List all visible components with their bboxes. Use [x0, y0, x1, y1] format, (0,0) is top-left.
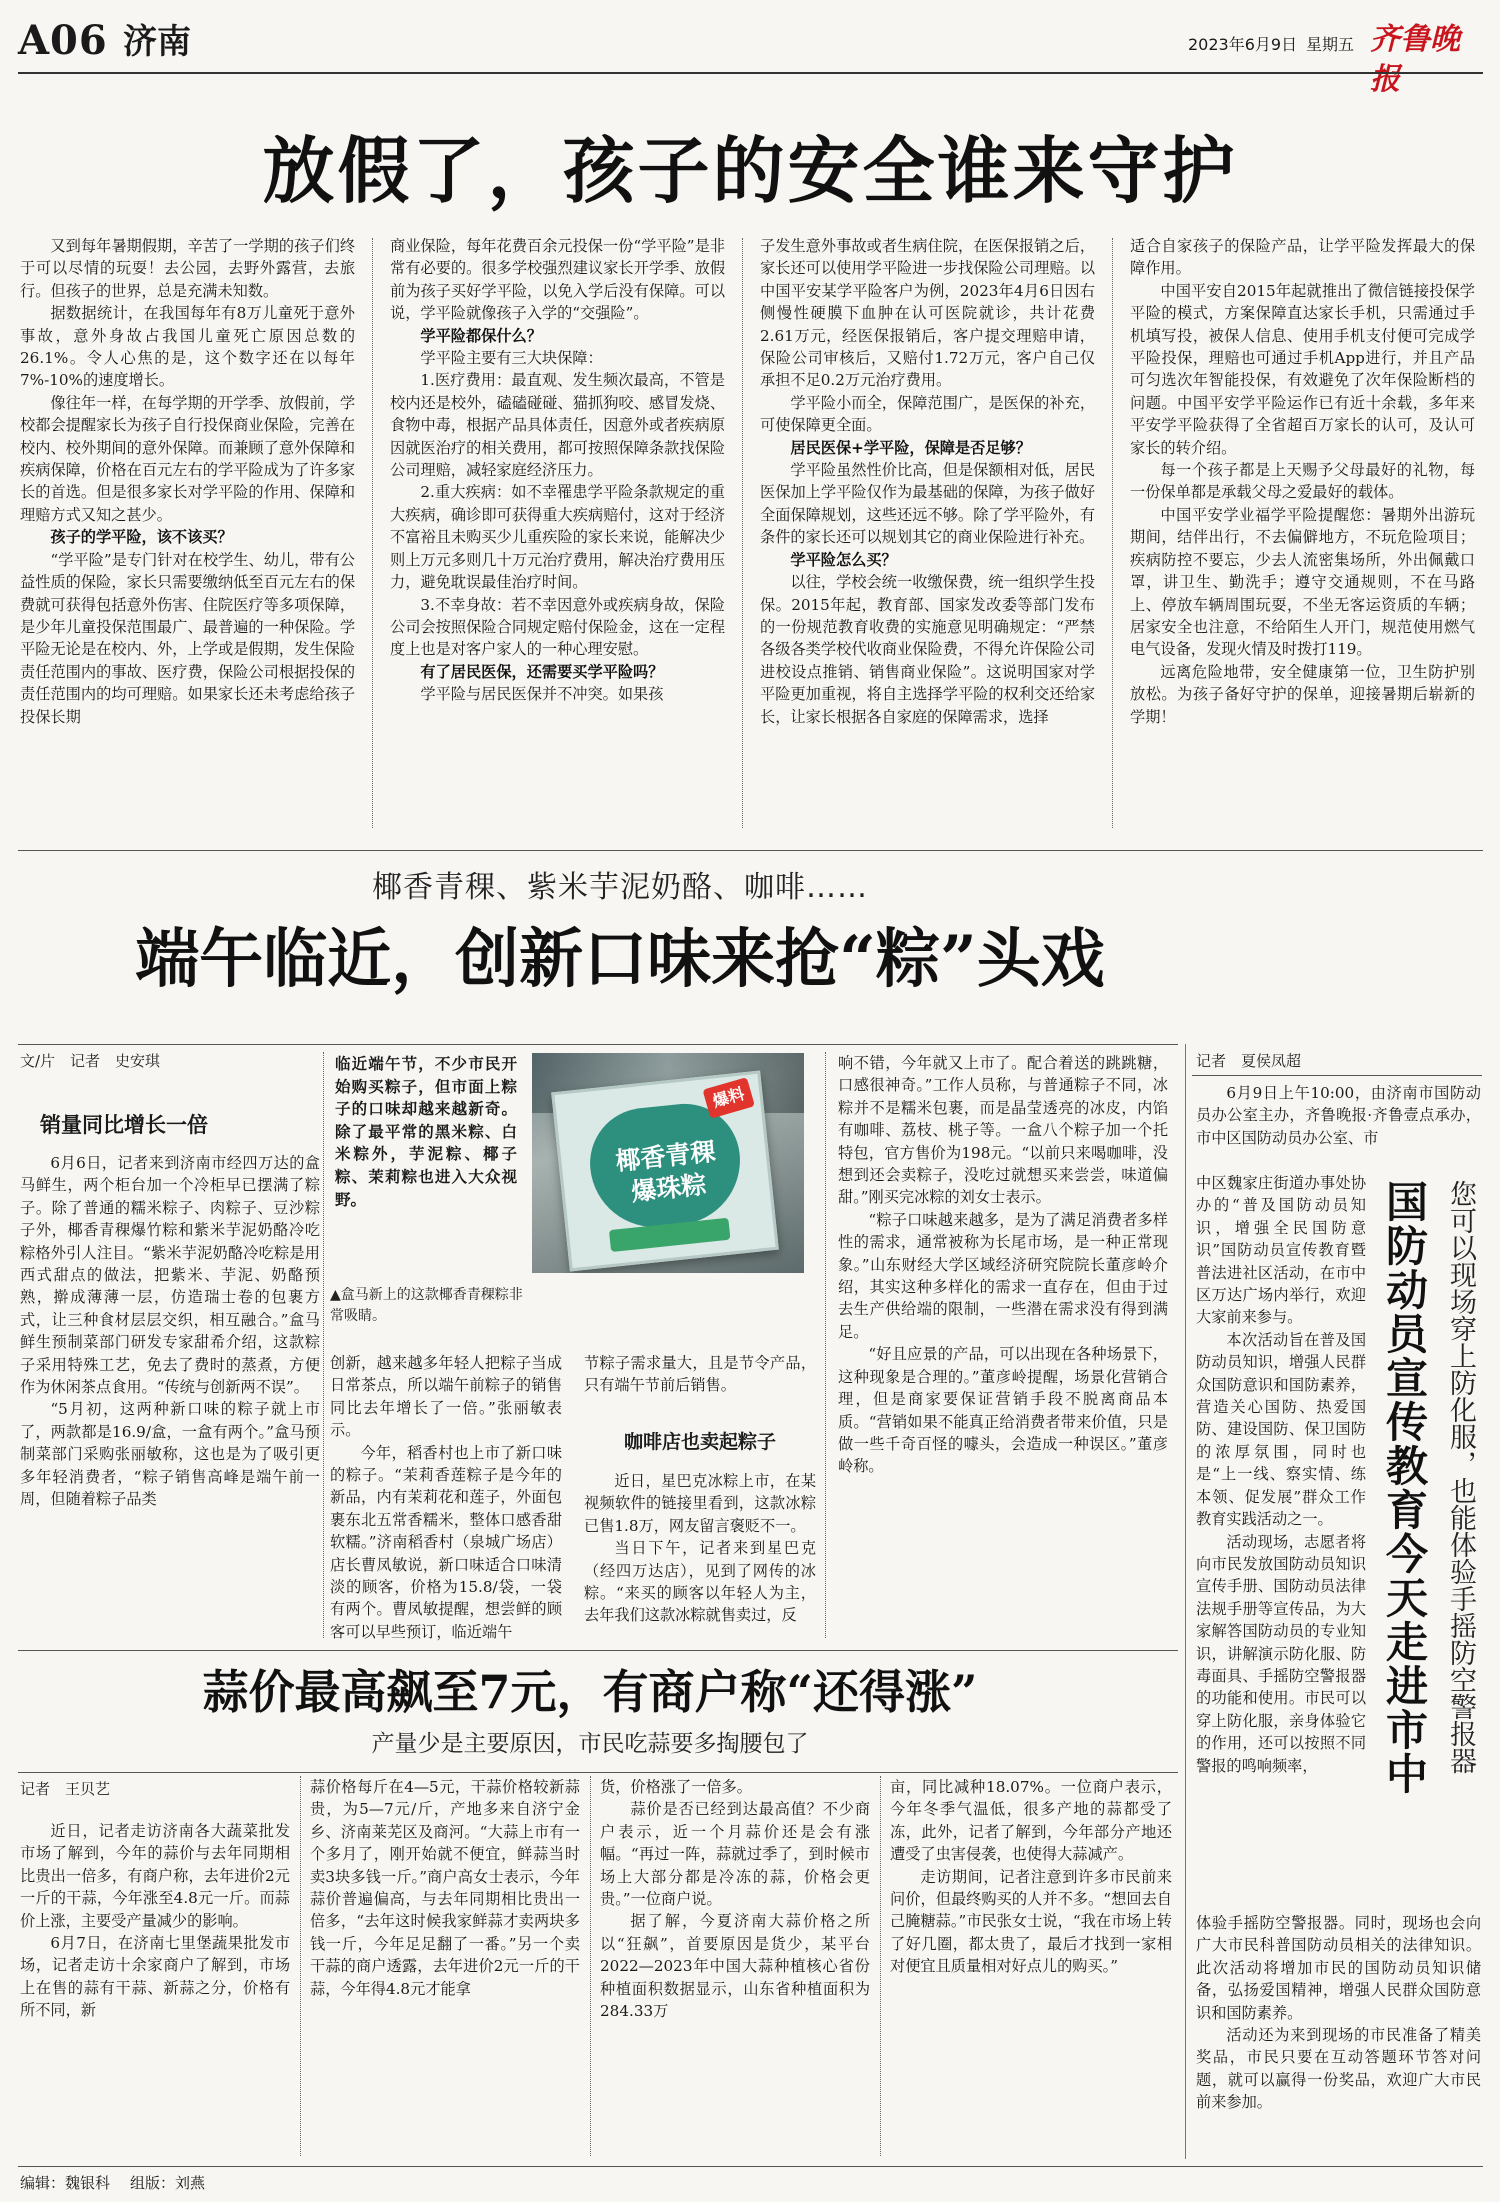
body-paragraph: 活动现场，志愿者将向市民发放国防动员知识宣传手册、国防动员法律法规手册等宣传品，为大家解答国防动员的专业知识，讲解演示防化服、防毒面具、手摇防空警报器的功能和使用。市民可以穿上防化服，亲身体验它的作用，还可以按照不同警报的鸣响频率，: [1196, 1532, 1366, 1775]
header-rule: [18, 72, 1483, 74]
body-paragraph: 响不错，今年就又上市了。配合着送的跳跳糖，口感很神奇。”工作人员称，与普通粽子不同，冰粽并不是糯米包裹，而是晶莹透亮的冰皮，内馅有咖啡、荔枝、桃子等。一盒八个粽子加一个托特包，官方售价为198元。“以前只来喝咖啡，没想到还会卖粽子，没吃过就想买来尝尝，味道偏甜。”刚买完冰粽的刘女士表示。: [838, 1054, 1168, 1207]
body-paragraph: 1.医疗费用：最直观、发生频次最高，不管是校内还是校外，磕磕碰碰、猫抓狗咬、感冒发烧、食物中毒，根据产品具体责任，因意外或者疾病原因就医治疗的相关费用，都可按照保障条款找保险公司理赔，减轻家庭经济压力。: [390, 371, 725, 480]
body-paragraph: 当日下午，记者来到星巴克（经四万达店），见到了网传的冰粽。“来买的顾客以年轻人为主，去年我们这款冰粽就售卖过，反: [584, 1539, 816, 1625]
column-divider: [880, 1776, 881, 2156]
article3-col2: [310, 1776, 580, 2160]
body-paragraph: 6月7日，在济南七里堡蔬果批发市场，记者走访十余家商户了解到，市场上在售的蒜有干蒜、新蒜之分，价格有所不同，新: [20, 1934, 290, 2020]
article1-col2: [390, 235, 725, 833]
column-divider: [825, 1052, 826, 1638]
body-paragraph: 中区魏家庄街道办事处协办的“普及国防动员知识，增强全民国防意识”国防动员宣传教育暨普法进社区活动，在市中区万达广场内举行，欢迎大家前来参与。: [1196, 1174, 1366, 1327]
body-paragraph: “5月初，这两种新口味的粽子就上市了，两款都是16.9/盒，一盒有两个。”盒马预制菜部门采购张丽敏称，这也是为了吸引更多年轻消费者，“粽子销售高峰是端午前一周，但随着粽子品类: [20, 1400, 320, 1509]
body-paragraph: 本次活动旨在普及国防动员知识，增强人民群众国防意识和国防素养，营造关心国防、热爱国防、建设国防、保卫国防的浓厚氛围，同时也是“上一线、察实情、练本领、促发展”群众工作教育实践活动之一。: [1196, 1330, 1366, 1529]
article2-subhead2: 咖啡店也卖起粽子: [623, 1431, 776, 1453]
article2-kicker: 椰香青稞、紫米芋泥奶酪、咖啡……: [372, 870, 868, 905]
body-paragraph: “粽子口味越来越多，是为了满足消费者多样性的需求，通常被称为长尾市场，是一种正常现象。”山东财经大学区域经济研究院院长董彦岭介绍，其实这种多样化的需求一直存在，但由于过去生产供给端的限制，一些潜在需求没有得到满足。: [838, 1210, 1168, 1341]
article4-byline-rule: [1192, 1075, 1482, 1076]
right-column-rule: [1185, 1044, 1186, 2159]
section-subheading: 有了居民医保，还需要买学平险吗？: [420, 662, 664, 681]
zongzi-photo: [532, 1053, 804, 1273]
column-divider: [1112, 238, 1113, 828]
body-paragraph: 学平险主要有三大块保障：: [420, 349, 603, 368]
footer-rule: [18, 2166, 1483, 2167]
article2-title: 端午临近，创新口味来抢“粽”头戏: [135, 922, 1105, 997]
section-subheading: 居民医保+学平险，保障是否足够？: [790, 438, 1031, 457]
body-paragraph: 远离危险地带，安全健康第一位，卫生防护别放松。为孩子备好守护的保单，迎接暑期后崭新的学期！: [1130, 662, 1475, 726]
article2-subhead: 销量同比增长一倍: [40, 1113, 208, 1137]
article4-bottom: [1196, 1912, 1481, 2160]
body-paragraph: 又到每年暑期假期，辛苦了一学期的孩子们终于可以尽情的玩耍！去公园，去野外露营，去旅行。但孩子的世界，总是充满未知数。: [20, 237, 355, 300]
body-paragraph: 中国平安自2015年起就推出了微信链接投保学平险的模式，方案保障直达家长手机，只需通过手机填写投，被保人信息、使用手机支付便可完成学平险投保，理赔也可通过手机App进行，并且产品可匀选次年智能投保，有效避免了次年保险断档的问题。中国平安学平险运作已有近十余载，多年来平安学平险获得了全省超百万家长的认可，及认可家长的转介绍。: [1130, 281, 1475, 457]
section-subheading: 学平险都保什么？: [420, 326, 542, 345]
body-paragraph: 学平险虽然性价比高，但是保额相对低，居民医保加上学平险仅作为最基础的保障，为孩子做好全面保障规划，这些还远不够。除了学平险外，有条件的家长还可以规划其它的商业保险进行补充。: [760, 461, 1095, 547]
article2-col4: [838, 1052, 1168, 1640]
section-subheading: 孩子的学平险，该不该买？: [50, 528, 233, 547]
body-paragraph: 创新，越来越多年轻人把粽子当成日常茶点，所以端午前粽子的销售同比去年增长了一倍。”张丽敏表示。: [330, 1354, 562, 1440]
article3-title: 蒜价最高飙至7元，有商户称“还得涨”: [202, 1665, 978, 1719]
article-separator: [18, 850, 1483, 851]
body-paragraph: 蒜价格每斤在4—5元，干蒜价格较新蒜贵，为5—7元/斤，产地多来自济宁金乡、济南莱芜区及商河。“大蒜上市有一个多月了，刚开始就不便宜，鲜蒜当时卖3块多钱一斤。”商户高女士表示，今年蒜价普遍偏高，与去年同期相比贵出一倍多，“去年这时候我家鲜蒜才卖两块多钱一斤，今年足足翻了一番。”另一个卖干蒜的商户透露，去年进价2元一斤的干蒜，今年得4.8元才能拿: [310, 1778, 580, 1998]
page-header: [18, 14, 1483, 97]
body-paragraph: 3.不幸身故：若不幸因意外或疾病身故，保险公司会按照保险合同规定赔付保险金，这在一定程度上也是对客户家人的一种心理安慰。: [390, 595, 725, 659]
article2-byline: 文/片 记者 史安琪: [20, 1052, 161, 1070]
body-paragraph: 6月9日上午10:00，由济南市国防动员办公室主办，齐鲁晚报·齐鲁壹点承办，市中区国防动员办公室、市: [1196, 1084, 1481, 1147]
body-paragraph: 学平险与居民医保并不冲突。如果孩: [420, 685, 664, 704]
article3-byline-rule: [18, 1772, 1178, 1773]
column-divider: [372, 238, 373, 828]
issue-date: 2023年6月9日: [1188, 35, 1298, 54]
page-number: A06: [18, 17, 108, 64]
body-paragraph: “好且应景的产品，可以出现在各种场景下，这种现象是合理的。”董彦岭提醒，场景化营销合理，但是商家要保证营销手段不脱离商品本质。“营销如果不能真正给消费者带来价值，只是做一些千奇百怪的噱头，会造成一种误区。”董彦岭称。: [838, 1345, 1168, 1476]
body-paragraph: 活动还为来到现场的市民准备了精美奖品，市民只要在互动答题环节答对问题，就可以赢得一份奖品，欢迎广大市民前来参加。: [1196, 2026, 1481, 2112]
article3-col4: [890, 1776, 1172, 2160]
body-paragraph: 据数据统计，在我国每年有8万儿童死于意外事故，意外身故占我国儿童死亡原因总数的26.1%。令人心焦的是，这个数字还在以每年7%-10%的速度增长。: [20, 304, 355, 390]
body-paragraph: 学平险小而全，保障范围广，是医保的补充，可使保障更全面。: [760, 393, 1095, 435]
body-paragraph: 体验手摇防空警报器。同时，现场也会向广大市民科普国防动员相关的法律知识。此次活动将增加市民的国防动员知识储备，弘扬爱国精神，增强人民群众国防意识和国防素养。: [1196, 1914, 1481, 2022]
product-box: [551, 1071, 779, 1272]
article1-col4: [1130, 235, 1475, 833]
article4-title-text: 国防动员宣传教育今天走进市中: [1380, 1180, 1429, 1796]
article4-narrow: [1196, 1172, 1366, 1912]
column-divider: [742, 238, 743, 828]
photo-caption: [330, 1285, 535, 1326]
body-paragraph: 中国平安学业福学平险提醒您：暑期外出游玩期间，结伴出行，不去偏僻地方，不玩危险项目；疾病防控不要忘，少去人流密集场所，外出佩戴口罩，讲卫生、勤洗手；遵守交通规则，不在马路上、停放车辆周围玩耍，不坐无客运资质的车辆；居家安全也注意，不给陌生人开门，规范使用燃气电气设备，发现火情及时拨打119。: [1130, 505, 1475, 659]
footer-layout: 组版：刘燕: [130, 2174, 206, 2192]
body-paragraph: 节粽子需求量大，且是节令产品，只有端午节前后销售。: [584, 1354, 816, 1395]
article2-col1: [20, 1152, 320, 1638]
article3-byline: 记者 王贝艺: [20, 1780, 111, 1798]
box-badge: 爆料: [702, 1077, 754, 1119]
body-paragraph: 像往年一样，在每学期的开学季、放假前，学校都会提醒家长为孩子自行投保商业保险，完善在校内、校外期间的意外保障。而兼顾了意外保障和疾病保障，价格在百元左右的学平险成为了许多家长的首选。但是很多家长对学平险的作用、保障和理赔方式又知之甚少。: [20, 393, 355, 524]
footer-editor: 编辑：魏银科: [20, 2174, 111, 2192]
column-divider: [590, 1776, 591, 2156]
article2-lead: 临近端午节，不少市民开始购买粽子，但市面上粽子的口味却越来越新奇。除了最平常的黑米粽、白米粽外，芋泥粽、椰子粽、茉莉粽也进入大众视野。: [335, 1055, 517, 1209]
body-paragraph: 以往，学校会统一收缴保费，统一组织学生投保。2015年起，教育部、国家发改委等部门发布的一份规范教育收费的实施意见明确规定：“严禁各级各类学校代收商业保险费，不得允许保险公司进校设点推销、销售商业保险”。这说明国家对学平险更加重视，将自主选择学平险的权利交还给家长，让家长根据各自家庭的保障需求，选择: [760, 573, 1095, 726]
article2-col3: [584, 1352, 816, 1400]
body-paragraph: 子发生意外事故或者生病住院，在医保报销之后，家长还可以使用学平险进一步找保险公司理赔。以中国平安某学平险客户为例，2023年4月6日因右侧慢性硬膜下血肿在认可医院就诊，共计花费2.61万元，经医保报销后，客户提交理赔申请，保险公司审核后，又赔付1.72万元，客户自己仅承担不足0.2万元治疗费用。: [760, 237, 1095, 390]
article1-title: 放假了，孩子的安全谁来守护: [262, 128, 1238, 213]
body-paragraph: 每一个孩子都是上天赐予父母最好的礼物，每一份保单都是承载父母之爱最好的载体。: [1130, 461, 1475, 502]
body-paragraph: 适合自家孩子的保险产品，让学平险发挥最大的保障作用。: [1130, 237, 1475, 278]
article2-rule: [18, 1044, 1178, 1045]
article4-byline: 记者 夏侯凤超: [1196, 1052, 1302, 1070]
article1-col1: [20, 235, 355, 833]
article4-subtitle: [1440, 1180, 1478, 1910]
body-paragraph: 亩，同比减种18.07%。一位商户表示，今年冬季气温低，很多产地的蒜都受了冻，此外，记者了解到，今年部分产地还遭受了虫害侵袭，也使得大蒜减产。: [890, 1778, 1172, 1864]
newspaper-logo: 齐鲁晚报: [1370, 22, 1460, 97]
body-paragraph: “学平险”是专门针对在校学生、幼儿，带有公益性质的保险，家长只需要缴纳低至百元左右的保费就可获得包括意外伤害、住院医疗等多项保障，是少年儿童投保范围最广、最普遍的一种保险。学平险无论是在校内、外，上学或是假期，发生保险责任范围内的事故、医疗费，保险公司根据投保的责任范围内的均可理赔。如果家长还未考虑给孩子投保长期: [20, 550, 355, 726]
article3-subtitle: 产量少是主要原因，市民吃蒜要多掏腰包了: [371, 1731, 809, 1757]
article2-col3b: [584, 1470, 816, 1640]
article4-top: [1196, 1082, 1481, 1172]
body-paragraph: 近日，星巴克冰粽上市，在某视频软件的链接里看到，这款冰粽已售1.8万，网友留言褒贬不一。: [584, 1472, 816, 1535]
article4-title: [1378, 1180, 1430, 1900]
body-paragraph: 商业保险，每年花费百余元投保一份“学平险”是非常有必要的。很多学校强烈建议家长开学季、放假前为孩子买好学平险，以免入学后没有保障。可以说，学平险就像孩子入学的“交强险”。: [390, 237, 725, 323]
caption-text: ▲盒马新上的这款椰香青稞粽非常吸睛。: [330, 1287, 523, 1324]
article3-col1: [20, 1820, 290, 2160]
body-paragraph: 蒜价是否已经到达最高值？不少商户表示，近一个月蒜价还是会有涨幅。“再过一阵，蒜就过季了，到时候市场上大部分都是冷冻的蒜，价格会更贵。”一位商户说。: [600, 1800, 870, 1909]
article4-subtitle-text: 您可以现场穿上防化服，也能体验手摇防空警报器: [1445, 1180, 1476, 1774]
box-label-line1: 椰香青稞: [614, 1136, 717, 1177]
body-paragraph: 近日，记者走访济南各大蔬菜批发市场了解到，今年的蒜价与去年同期相比贵出一倍多，有商户称，去年进价2元一斤的干蒜，今年涨至4.8元一斤。而蒜价上涨，主要受产量减少的影响。: [20, 1822, 290, 1930]
body-paragraph: 据了解，今夏济南大蒜价格之所以“狂飙”，首要原因是货少，某平台2022—2023年中国大蒜种植核心省份种植面积数据显示，山东省种植面积为284.33万: [600, 1912, 870, 2021]
article3-col3: [600, 1776, 870, 2160]
body-paragraph: 6月6日，记者来到济南市经四万达的盒马鲜生，两个柜台加一个冷柜早已摆满了粽子。除了普通的糯米粽子、肉粽子、豆沙粽子外，椰香青稞爆竹粽和紫米芋泥奶酪冷吃粽格外引人注目。“紫米芋泥奶酪冷吃粽是用西式甜点的做法，把紫米、芋泥、奶酪预熟，擀成薄薄一层，仿造瑞士卷的包裹方式，让三种食材层层交织，相互融合。”盒马鲜生预制菜部门研发专家甜希介绍，这款粽子采用特殊工艺，免去了费时的蒸煮，方便作为休闲茶点食用。“传统与创新两不误”。: [20, 1154, 320, 1397]
box-label-line2: 爆珠粽: [629, 1169, 708, 1207]
column-divider: [323, 1052, 324, 1638]
body-paragraph: 2.重大疾病：如不幸罹患学平险条款规定的重大疾病，确诊即可获得重大疾病赔付，这对于经济不富裕且未购买少儿重疾险的家长来说，能解决少则上万元多则几十万元治疗费用，解决治疗费用压力，避免耽误最佳治疗时间。: [390, 483, 725, 592]
body-paragraph: 货，价格涨了一倍多。: [600, 1778, 752, 1796]
body-paragraph: 走访期间，记者注意到许多市民前来问价，但最终购买的人并不多。“想回去自己腌糖蒜。”市民张女士说，“我在市场上转了好几圈，都太贵了，最后才找到一家相对便宜且质量相对好点儿的购买。”: [890, 1867, 1172, 1976]
section-name: 济南: [123, 22, 191, 62]
section-subheading: 学平险怎么买？: [790, 550, 897, 569]
body-paragraph: 今年，稻香村也上市了新口味的粽子。“茉莉香莲粽子是今年的新品，内有茉莉花和莲子，外面包裹东北五常香糯米，整体口感香甜软糯。”济南稻香村（泉城广场店）店长曹凤敏说，新口味适合口味清淡的顾客，价格为15.8/袋，一袋有两个。曹凤敏提醒，想尝鲜的顾客可以早些预订，临近端午: [330, 1443, 562, 1641]
article2-col2: [330, 1352, 562, 1642]
issue-weekday: 星期五: [1306, 35, 1355, 54]
article1-col3: [760, 235, 1095, 833]
column-divider: [300, 1776, 301, 2156]
box-bottom-band: [609, 1218, 731, 1252]
article3-top-rule: [18, 1650, 1178, 1651]
